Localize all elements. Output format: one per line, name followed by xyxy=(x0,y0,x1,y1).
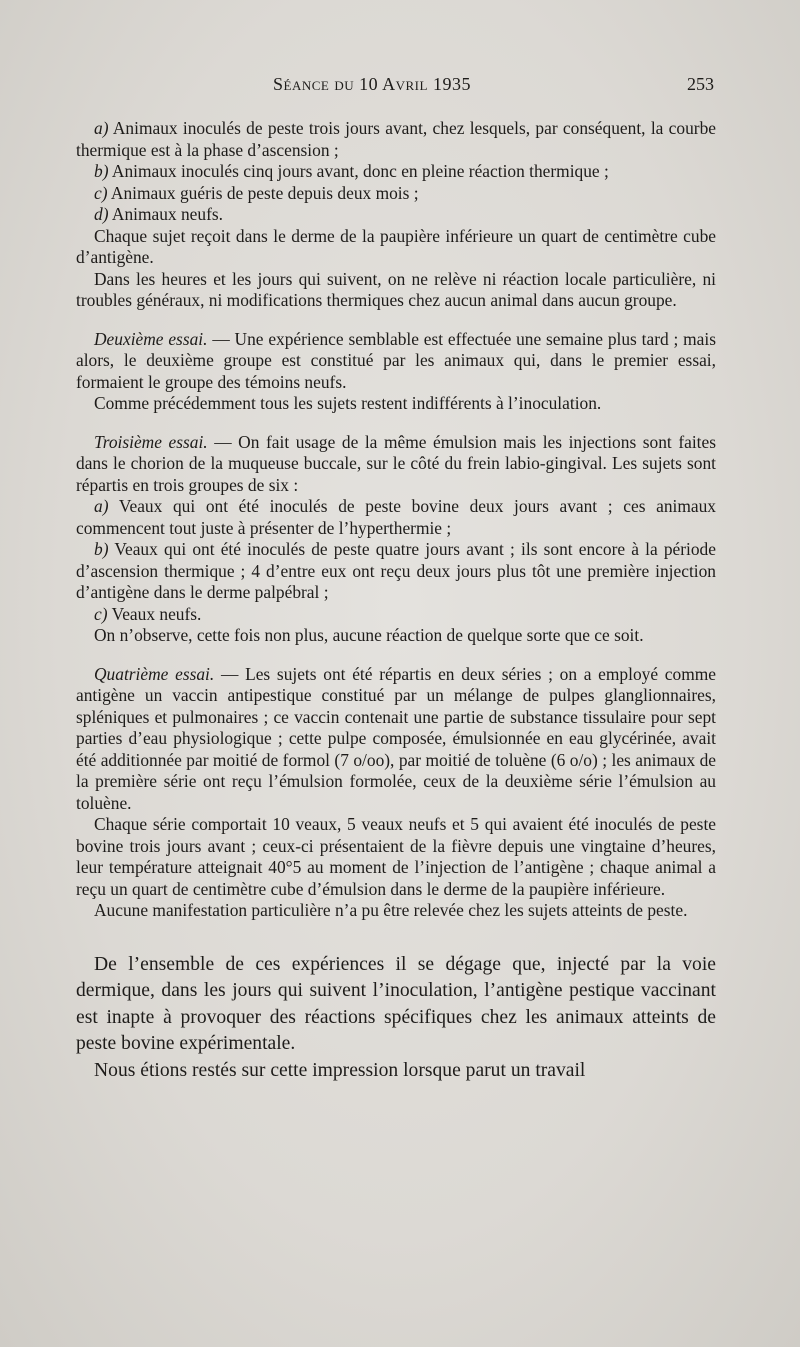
item-label: b) xyxy=(94,539,109,559)
paragraph-text: — Une expérience semblable est effectuée une semaine plus tard ; mais alors, le deuxième groupe est constitué par les animaux qui, dans le premier essai, formaient le groupe des témoins neufs. xyxy=(76,328,717,392)
paragraph xyxy=(76,204,716,226)
paragraph xyxy=(76,161,716,183)
item-label: b) xyxy=(94,161,109,181)
running-title: Séance du 10 Avril 1935 xyxy=(273,74,471,94)
paragraph-text: Animaux inoculés cinq jours avant, donc en pleine réaction thermique ; xyxy=(111,161,609,181)
body-text xyxy=(76,118,716,1084)
paragraph-text: Veaux neufs. xyxy=(111,603,202,624)
section-heading: Quatrième essai. xyxy=(94,663,215,684)
paragraph-text: — Les sujets ont été répartis en deux séries ; on a employé comme antigène un vaccin antipestique constitué par un mélange de pulpes glanglionnaires, spléniques et pulmonaires ; ce vaccin contenait une partie de substance tissulaire pour sept parties d’eau physiologique ; cette pulpe composée, émulsionnée en eau glycérinée, avait été additionnée par moitié de formol (7 o/oo), par moitié de toluène (6 o/o) ; les animaux de la première série ont reçu l’émulsion formolée, ceux de la deuxième série l’émulsion au toluène. xyxy=(76,663,716,813)
item-label: a) xyxy=(94,496,109,516)
paragraph-text: Veaux qui ont été inoculés de peste bovine deux jours avant ; ces animaux commencent tout juste à présenter de l’hyperthermie ; xyxy=(76,496,716,538)
paragraph-text: Chaque série comportait 10 veaux, 5 veaux neufs et 5 qui avaient été inoculés de peste bovine trois jours avant ; ceux-ci présentaient de la fièvre depuis une vingtaine d’heures, leur température atteignait 40°5 au moment de l’injection de l’antigène ; chaque animal a reçu un quart de centimètre cube d’émulsion dans le derme de la paupière inférieure. xyxy=(76,814,716,899)
paragraph xyxy=(76,604,716,626)
paragraph xyxy=(76,900,716,922)
paragraph-text: Veaux qui ont été inoculés de peste quatre jours avant ; ils sont encore à la période d’ascension thermique ; 4 d’entre eux ont reçu deux jours plus tôt une première injection d’antigène dans le derme palpébral ; xyxy=(76,539,716,602)
paragraph xyxy=(76,814,716,900)
paragraph-text: Dans les heures et les jours qui suivent, on ne relève ni réaction locale particulière, ni troubles généraux, ni modifications thermiques chez aucun animal dans aucun groupe. xyxy=(76,268,716,310)
paragraph-text: De l’ensemble de ces expériences il se dégage que, injecté par la voie dermique, dans les jours qui suivent l’inoculation, l’antigène pestique vaccinant est inapte à provoquer des réactions spécifiques chez les animaux atteints de peste bovine expérimentale. xyxy=(76,953,716,1054)
paragraph-text: Animaux inoculés de peste trois jours avant, chez lesquels, par conséquent, la courbe thermique est à la phase d’ascension ; xyxy=(76,118,716,160)
item-label: d) xyxy=(94,204,109,224)
page-header xyxy=(78,74,714,98)
item-label: a) xyxy=(94,118,109,138)
paragraph xyxy=(76,183,716,205)
paragraph xyxy=(76,952,716,1058)
paragraph xyxy=(76,432,716,497)
paragraph xyxy=(76,269,716,312)
paragraph xyxy=(76,226,716,269)
paragraph-text: Chaque sujet reçoit dans le derme de la paupière inférieure un quart de centimètre cube d’antigène. xyxy=(76,225,716,267)
paragraph xyxy=(76,664,716,815)
paragraph xyxy=(76,393,716,415)
paragraph xyxy=(76,496,716,539)
paragraph-text: On n’observe, cette fois non plus, aucune réaction de quelque sorte que ce soit. xyxy=(94,625,644,645)
paragraph xyxy=(76,539,716,604)
section-heading: Troisième essai. xyxy=(94,431,208,452)
paragraph-text: Comme précédemment tous les sujets restent indifférents à l’inoculation. xyxy=(94,393,602,413)
paragraph xyxy=(76,1058,716,1085)
paragraph-text: Aucune manifestation particulière n’a pu être relevée chez les sujets atteints de peste. xyxy=(94,900,688,920)
item-label: c) xyxy=(94,603,108,624)
paragraph xyxy=(76,118,716,161)
paragraph xyxy=(76,329,716,394)
paragraph-text: Animaux neufs. xyxy=(111,204,223,224)
item-label: c) xyxy=(94,182,108,203)
paragraph-text: Animaux guéris de peste depuis deux mois ; xyxy=(110,182,419,203)
page-number: 253 xyxy=(687,74,714,94)
paragraph xyxy=(76,625,716,647)
paragraph-text: Nous étions restés sur cette impression lorsque parut un travail xyxy=(94,1059,586,1081)
paragraph-text: — On fait usage de la même émulsion mais les injections sont faites dans le chorion de la muqueuse buccale, sur le côté du frein labio-gingival. Les sujets sont répartis en trois groupes de six : xyxy=(76,431,716,495)
section-heading: Deuxième essai. xyxy=(94,328,208,349)
